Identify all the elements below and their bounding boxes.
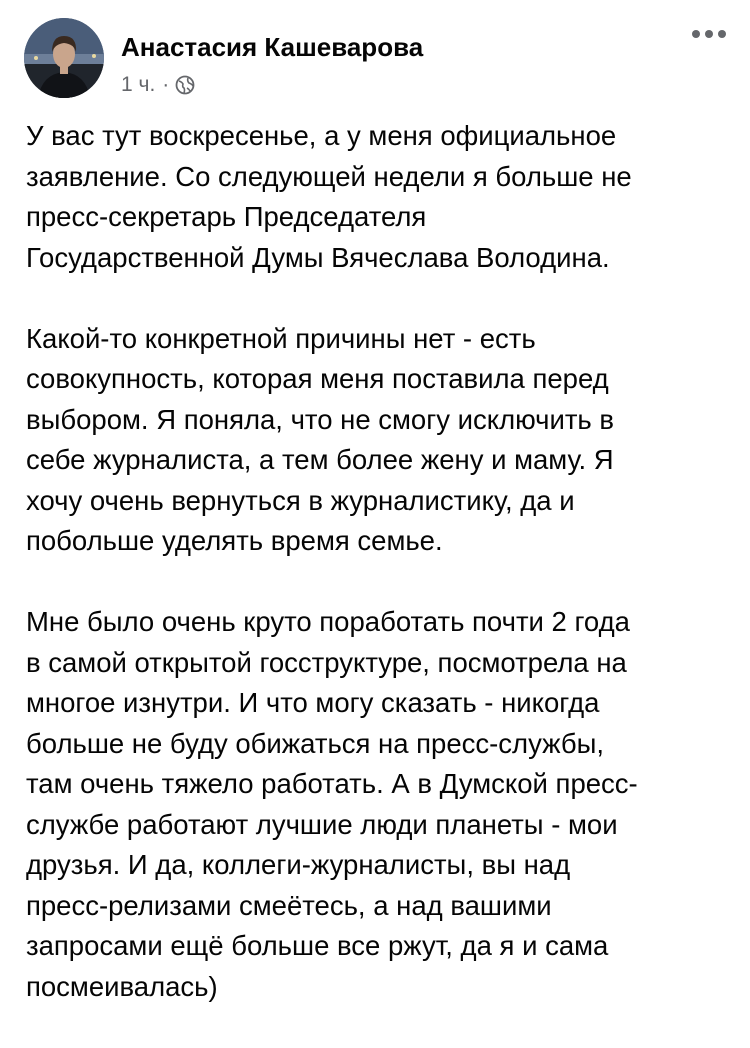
dot [705,30,713,38]
text-line: пресс-релизами смеётесь, а над вашими [26,889,552,921]
author-avatar[interactable] [24,18,104,98]
meta-separator: · [162,73,170,96]
text-line: побольше уделять время семье. [26,525,443,556]
text-line: запросами ещё больше все ржут, да я и сама [26,930,609,961]
text-line: там очень тяжело работать. А в Думской пресс- [26,768,638,799]
post-meta [121,73,195,97]
text-line: выбором. Я поняла, что не смогу исключить в [26,403,615,435]
text-line: в самой открытой госструктуре, посмотрела на [26,646,627,678]
text-line: совокупность, которая меня поставила перед [26,363,609,394]
text-line: себе журналиста, а тем более жену и маму. Я [26,444,614,475]
avatar-photo [24,18,104,98]
post-timestamp[interactable]: 1 ч. [121,73,156,96]
text-line: посмеивалась) [26,970,218,1002]
text-line: друзья. И да, коллеги-журналисты, вы над [26,849,571,880]
text-line: заявление. Со следующей недели я больше не [26,160,632,192]
text-line: У вас тут воскресенье, а у меня официальное [26,120,617,151]
text-line: Государственной Думы Вячеслава Володина. [26,241,610,273]
text-line: пресс-секретарь Председателя [26,201,427,232]
paragraph-3 [26,602,726,1007]
text-line: Мне было очень круто поработать почти 2 года [26,606,630,637]
dot [718,30,726,38]
more-options-icon[interactable] [692,26,726,42]
paragraph-1 [26,116,726,278]
text-line: многое изнутри. И что могу сказать - никогда [26,687,600,718]
text-line: хочу очень вернуться в журналистику, да и [26,484,575,516]
post-body [26,116,726,1048]
globe-icon[interactable] [175,75,195,95]
post-header [24,18,726,100]
text-line: Какой-то конкретной причины нет - есть [26,322,536,354]
paragraph-2 [26,319,726,562]
text-line: службе работают лучшие люди планеты - мои [26,808,618,840]
text-line: больше не буду обижаться на пресс-службы, [26,727,605,759]
dot [692,30,700,38]
author-name[interactable]: Анастасия Кашеварова [121,32,424,62]
